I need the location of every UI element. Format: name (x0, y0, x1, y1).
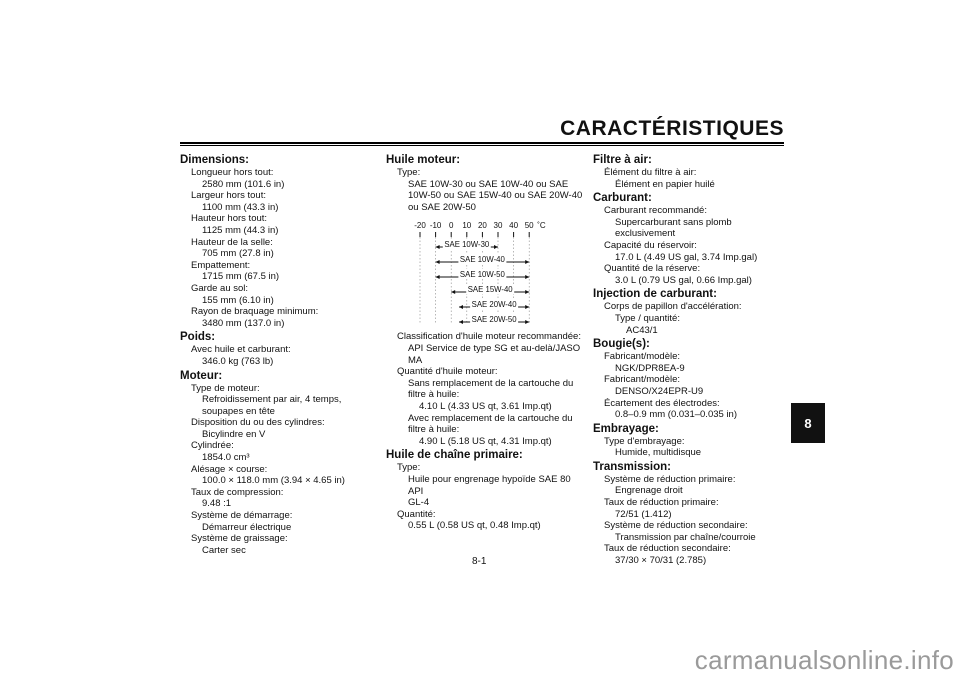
spec-line: 0.8–0.9 mm (0.031–0.035 in) (615, 409, 737, 421)
spec-line: 4.90 L (5.18 US qt, 4.31 Imp.qt) (419, 435, 552, 447)
spec-line: Garde au sol: (191, 282, 249, 294)
spec-line: Fabricant/modèle: (604, 374, 681, 386)
spec-line: Taux de compression: (191, 486, 284, 498)
header-rule (180, 142, 784, 144)
spec-line: Supercarburant sans plomb exclusivement (615, 216, 732, 240)
range-arrow-left (459, 320, 463, 324)
spec-line: Élément du filtre à air: (604, 167, 697, 178)
header-rule-thin (180, 145, 784, 146)
section-heading: Embrayage: (593, 422, 659, 435)
spec-line: 2580 mm (101.6 in) (202, 178, 285, 190)
spec-line: Corps de papillon d'accélération: (604, 301, 742, 313)
spec-line: Avec remplacement de la cartouche du (408, 412, 573, 424)
spec-line: soupapes en tête (202, 405, 275, 417)
spec-line: AC43/1 (626, 324, 658, 336)
page-title: CARACTÉRISTIQUES (560, 117, 784, 140)
watermark: carmanualsonline.info (694, 645, 954, 675)
range-arrow-right (525, 305, 529, 309)
spec-line: 100.0 × 118.0 mm (3.94 × 4.65 in) (202, 475, 345, 487)
spec-line: 10W-50 ou SAE 15W-40 ou SAE 20W-40 (408, 190, 583, 202)
spec-line: Carburant recommandé: (604, 205, 707, 217)
spec-line: Capacité du réservoir: (604, 239, 697, 251)
spec-line: 37/30 × 70/31 (2.785) (615, 555, 707, 567)
spec-column-3 (593, 152, 793, 567)
spec-column-1 (180, 152, 360, 556)
spec-line: Huile pour engrenage hypoïde SAE 80 API (408, 473, 571, 497)
section-heading: Filtre à air: (593, 154, 652, 166)
temp-tick-label: 20 (477, 221, 487, 231)
spec-line: SAE 10W-30 ou SAE 10W-40 ou SAE (408, 178, 569, 190)
series-label: SAE 10W-40 (459, 255, 505, 265)
spec-line: Taux de réduction secondaire: (604, 543, 731, 555)
spec-line: Écartement des électrodes: (604, 397, 720, 409)
spec-line: Carter sec (202, 544, 246, 556)
spec-line: Refroidissement par air, 4 temps, (202, 394, 342, 406)
spec-line: Avec huile et carburant: (191, 344, 291, 356)
series-label: SAE 20W-50 (471, 315, 517, 325)
spec-line: ou SAE 20W-50 (408, 201, 476, 213)
series-label: SAE 10W-50 (459, 270, 505, 280)
spec-line: 1715 mm (67.5 in) (202, 271, 280, 283)
spec-line: DENSO/X24EPR-U9 (615, 385, 704, 397)
range-arrow-right (525, 320, 529, 324)
range-arrow-right (525, 260, 529, 264)
spec-line: Disposition du ou des cylindres: (191, 417, 325, 429)
spec-line: Type d'embrayage: (604, 435, 685, 447)
series-label: SAE 10W-30 (444, 240, 490, 250)
range-arrow-left (451, 290, 455, 294)
section-heading: Moteur: (180, 369, 223, 382)
spec-line: Élément en papier huilé (615, 178, 715, 190)
spec-line: Quantité d'huile moteur: (397, 366, 498, 378)
spec-line: Alésage × course: (191, 463, 268, 475)
oil-viscosity-chart (404, 219, 554, 327)
temp-tick-label: -20 (414, 221, 426, 231)
spec-line: 3480 mm (137.0 in) (202, 317, 285, 329)
spec-line: 4.10 L (4.33 US qt, 3.61 Imp.qt) (419, 400, 552, 412)
range-arrow-left (436, 275, 440, 279)
spec-column-2 (386, 152, 586, 532)
temp-tick-label: 10 (462, 221, 472, 231)
spec-line: 17.0 L (4.49 US gal, 3.74 Imp.gal) (615, 251, 758, 263)
spec-line: 1100 mm (43.3 in) (202, 201, 279, 213)
spec-line: Type / quantité: (615, 312, 680, 324)
temp-tick-label: 40 (509, 221, 519, 231)
spec-line: Longueur hors tout: (191, 167, 274, 178)
range-arrow-right (525, 290, 529, 294)
temp-unit-label: ˚C (537, 221, 546, 231)
spec-line: Système de démarrage: (191, 510, 293, 522)
temp-tick-label: -10 (429, 221, 442, 231)
spec-line: API Service de type SG et au-delà/JASO (408, 342, 581, 354)
spec-line: MA (408, 354, 423, 366)
spec-line: Sans remplacement de la cartouche du (408, 377, 574, 389)
section-heading: Injection de carburant: (593, 288, 717, 301)
section-heading: Huile de chaîne primaire: (386, 449, 523, 462)
spec-line: 155 mm (6.10 in) (202, 294, 274, 306)
spec-line: filtre à huile: (408, 424, 460, 436)
spec-line: 1854.0 cm³ (202, 452, 250, 464)
engine-oil-section (386, 154, 586, 213)
series-label: SAE 20W-40 (471, 300, 517, 310)
spec-line: Quantité de la réserve: (604, 263, 701, 275)
spec-line: Démarreur électrique (202, 521, 292, 533)
range-arrow-left (436, 245, 440, 249)
section-heading: Carburant: (593, 192, 652, 205)
spec-line: NGK/DPR8EA-9 (615, 362, 685, 374)
section-heading: Bougie(s): (593, 338, 650, 351)
section-heading: Transmission: (593, 460, 671, 473)
spec-line: filtre à huile: (408, 389, 460, 401)
spec-line: Empattement: (191, 259, 251, 271)
spec-line: Humide, multidisque (615, 447, 702, 459)
spec-line: Transmission par chaîne/courroie (615, 531, 756, 543)
spec-line: Type de moteur: (191, 382, 260, 394)
series-label: SAE 15W-40 (467, 285, 513, 295)
spec-line: 346.0 kg (763 lb) (202, 355, 274, 367)
spec-line: 9.48 :1 (202, 498, 232, 510)
chapter-tab: 8 (791, 403, 825, 443)
spec-line: Type: (397, 167, 421, 178)
spec-line: Type: (397, 462, 421, 474)
spec-line: Quantité: (397, 508, 436, 520)
spec-line: Système de réduction secondaire: (604, 520, 748, 532)
spec-line: 705 mm (27.8 in) (202, 248, 274, 260)
spec-line: Cylindrée: (191, 440, 234, 452)
spec-line: Engrenage droit (615, 485, 683, 497)
spec-line: Hauteur hors tout: (191, 213, 268, 225)
temp-tick-label: 0 (448, 221, 454, 231)
spec-line: Bicylindre en V (202, 428, 266, 440)
spec-line: Système de réduction primaire: (604, 473, 736, 485)
spec-line: 1125 mm (44.3 in) (202, 224, 279, 236)
spec-line: Rayon de braquage minimum: (191, 306, 319, 318)
spec-line: Largeur hors tout: (191, 190, 266, 202)
spec-line: 72/51 (1.412) (615, 508, 672, 520)
temp-tick-label: 30 (493, 221, 503, 231)
spec-line: 0.55 L (0.58 US qt, 0.48 Imp.qt) (408, 520, 541, 532)
engine-oil-details (386, 331, 586, 532)
spec-line: 3.0 L (0.79 US gal, 0.66 Imp.gal) (615, 274, 752, 286)
range-arrow-right (525, 275, 529, 279)
range-arrow-right (494, 245, 498, 249)
range-arrow-left (436, 260, 440, 264)
temp-tick-label: 50 (524, 221, 534, 231)
section-heading: Huile moteur: (386, 154, 461, 166)
section-heading: Poids: (180, 331, 216, 344)
range-arrow-left (459, 305, 463, 309)
spec-line: Hauteur de la selle: (191, 236, 273, 248)
spec-line: Système de graissage: (191, 533, 288, 545)
spec-line: GL-4 (408, 497, 430, 509)
page-number: 8-1 (472, 556, 487, 567)
section-heading: Dimensions: (180, 154, 250, 166)
spec-line: Fabricant/modèle: (604, 351, 681, 363)
spec-line: Classification d'huile moteur recommandée: (397, 331, 581, 343)
spec-line: Taux de réduction primaire: (604, 497, 719, 509)
